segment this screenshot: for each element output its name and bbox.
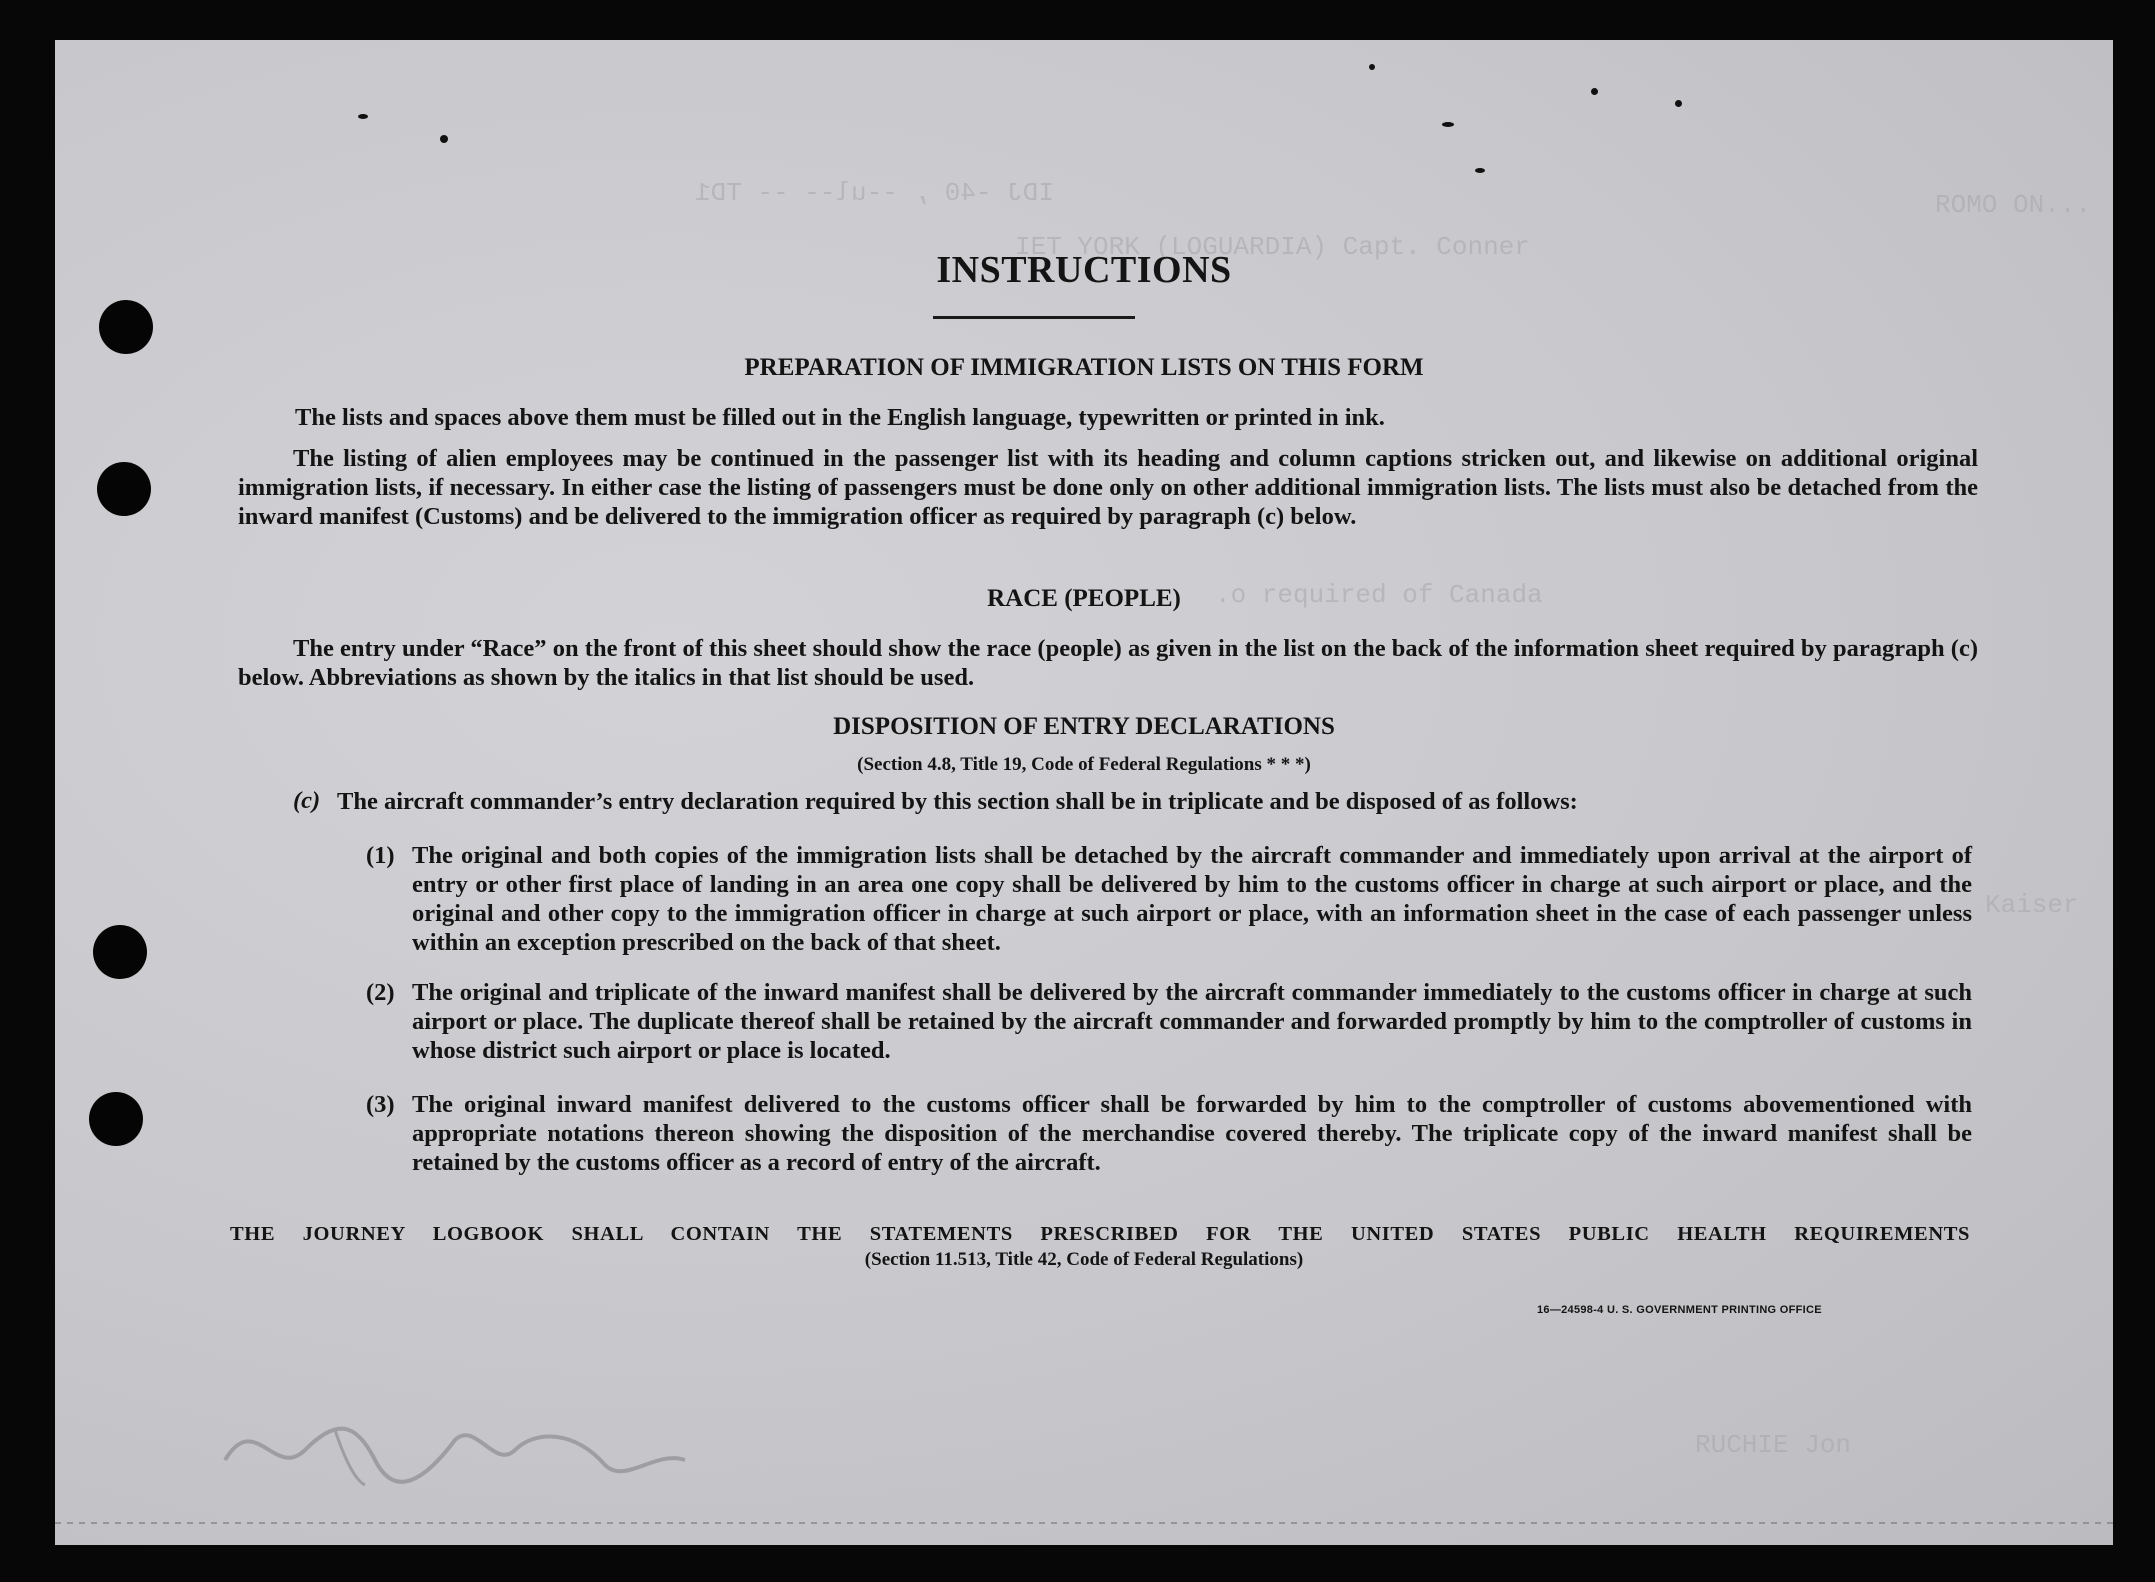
list-item [366, 1090, 1972, 1177]
list-item-text: The original inward manifest delivered to the customs officer shall be forwarded by him to the comptroller of customs abovementioned with appropriate notations thereon showing the disposition of the merchandise covered thereby. The triplicate copy of the inward manifest shall be retained by the customs officer as a record of entry of the aircraft. [412, 1091, 1972, 1176]
bleed-through-text: IET YORK (LOGUARDIA) Capt. Conner [1015, 232, 1530, 262]
ink-speck [1475, 168, 1485, 173]
page-title: INSTRUCTIONS [936, 249, 1232, 291]
list-item [366, 841, 1972, 957]
title-underline [933, 316, 1135, 319]
list-item [366, 978, 1972, 1065]
bottom-perforation [55, 1522, 2113, 1524]
punch-hole [93, 925, 147, 979]
section-heading-preparation: PREPARATION OF IMMIGRATION LISTS ON THIS FORM [744, 354, 1424, 381]
printer-mark: 16—24598-4 U. S. GOVERNMENT PRINTING OFFICE [1537, 1304, 1822, 1316]
bleed-through-text: Kaiser [1985, 890, 2079, 920]
section-heading-disposition: DISPOSITION OF ENTRY DECLARATIONS [833, 713, 1335, 740]
ink-speck [1369, 64, 1375, 70]
list-item-number: (1) [366, 842, 395, 869]
ink-speck [1591, 88, 1598, 95]
list-item-text: The original and triplicate of the inward manifest shall be delivered by the aircraft commander immediately to the customs officer in charge at such airport or place. The duplicate thereof shall be retained by the aircraft commander and forwarded promptly by him to the comptroller of customs in whose district such airport or place is located. [412, 979, 1972, 1064]
punch-hole [97, 462, 151, 516]
document-sheet [55, 40, 2113, 1545]
bleed-through-text: .o required of Canada [1215, 580, 1543, 610]
list-item-text: The original and both copies of the immigration lists shall be detached by the aircraft commander and immediately upon arrival at the airport of entry or other first place of landing in an area one copy shall be delivered by him to the customs officer in charge at such airport or place, and the original and other copy to the immigration officer in charge at such airport or place, with an information sheet in the case of each passenger unless within an exception prescribed on the back of that sheet. [412, 842, 1972, 956]
bleed-through-text: ROMO ON... [1935, 190, 2092, 220]
punch-hole [99, 300, 153, 354]
section-citation-disposition: (Section 4.8, Title 19, Code of Federal Regulations * * *) [857, 754, 1311, 775]
paragraph-alien-employees: The listing of alien employees may be continued in the passenger list with its heading and column captions stricken out, and likewise on additional original immigration lists, if necessary. In either case the listing of passengers must be done only on other additional immigration lists. The lists must also be detached from the inward manifest (Customs) and be delivered to the immigration officer as required by paragraph (c) below. [238, 445, 1978, 530]
punch-hole [89, 1092, 143, 1146]
ink-speck [1442, 122, 1454, 127]
bleed-through-text: IDJ -40 , --ul-- -- TD1 [695, 178, 1054, 208]
ink-speck [440, 135, 448, 143]
clause-label: (c) [293, 787, 321, 814]
bleed-through-text: RUCHIE Jon [1695, 1430, 1852, 1460]
paragraph-language: The lists and spaces above them must be filled out in the English language, typewritten or printed in ink. [295, 404, 1385, 431]
signature-mark [215, 1390, 695, 1510]
footer-citation: (Section 11.513, Title 42, Code of Federal Regulations) [864, 1249, 1304, 1270]
ink-speck [358, 114, 368, 119]
footer-statement: THE JOURNEY LOGBOOK SHALL CONTAIN THE STATEMENTS PRESCRIBED FOR THE UNITED STATES PUBLIC HEALTH REQUIREMENTS [230, 1223, 1970, 1245]
list-item-number: (3) [366, 1091, 395, 1118]
section-heading-race: RACE (PEOPLE) [987, 585, 1181, 612]
clause-intro: The aircraft commander’s entry declaration required by this section shall be in triplicate and be disposed of as follows: [337, 788, 1578, 815]
list-item-number: (2) [366, 979, 395, 1006]
paragraph-race: The entry under “Race” on the front of this sheet should show the race (people) as given in the list on the back of the information sheet required by paragraph (c) below. Abbreviations as shown by the italics in that list should be used. [238, 635, 1978, 691]
ink-speck [1675, 100, 1682, 107]
